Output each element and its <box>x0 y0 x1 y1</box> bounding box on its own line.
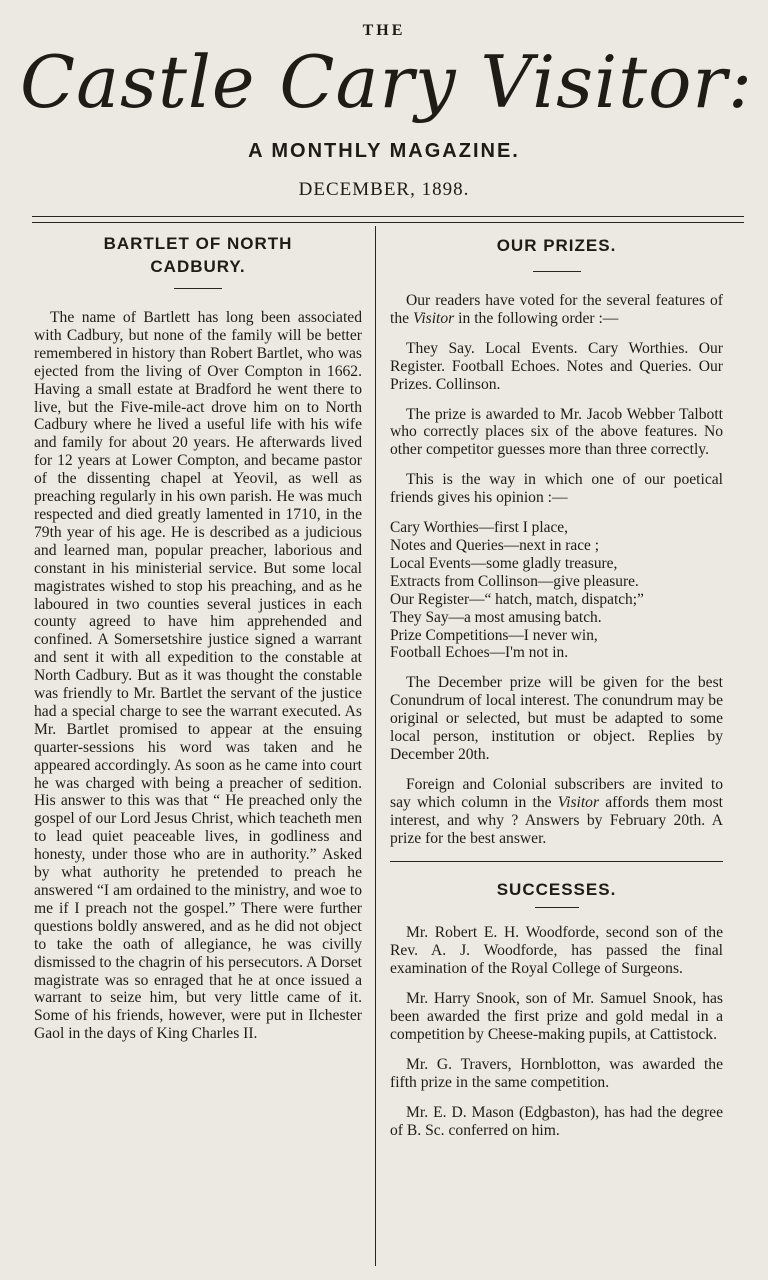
issue-date: DECEMBER, 1898. <box>298 179 470 200</box>
poem-line: Notes and Queries—next in race ; <box>390 536 599 554</box>
prizes-paragraph-4: This is the way in which one of our poetical friends gives his opinion :— <box>390 471 723 507</box>
column-divider <box>375 226 376 1266</box>
success-item: Mr. E. D. Mason (Edgbaston), has had the degree of B. Sc. conferred on him. <box>390 1103 723 1139</box>
prizes-paragraph-1: Our readers have voted for the several features of the Visitor in the following order :— <box>390 292 723 327</box>
masthead-the: THE <box>362 22 406 39</box>
poem <box>390 519 723 662</box>
heading-rule <box>535 907 579 908</box>
prizes-paragraph-3: The prize is awarded to Mr. Jacob Webber Talbott who correctly places six of the above features. No other competitor guesses more than three correctly. <box>390 405 723 459</box>
heading-rule <box>174 288 222 289</box>
right-column <box>390 232 723 1152</box>
masthead-title: Castle Cary Visitor: <box>20 40 754 124</box>
success-item: Mr. Harry Snook, son of Mr. Samuel Snook, has been awarded the first prize and gold medal in a competition by Cheese-making pupils, at Cattistock. <box>390 990 723 1043</box>
masthead-subtitle: A MONTHLY MAGAZINE. <box>248 140 520 162</box>
article-heading-bartlet <box>34 232 362 278</box>
heading-line-2: CADBURY. <box>150 257 246 276</box>
poem-line: Our Register—“ hatch, match, dispatch;” <box>390 590 644 608</box>
poem-line: Prize Competitions—I never win, <box>390 626 598 644</box>
prizes-paragraph-6: Foreign and Colonial subscribers are invited to say which column in the Visitor affords them most interest, and why ? Answers by February 20th. A prize for the best answer. <box>390 775 723 847</box>
article-heading-prizes: OUR PRIZES. <box>496 236 617 255</box>
prizes-paragraph-5: The December prize will be given for the best Conundrum of local interest. The conundrum may be original or selected, but must be adapted to some local person, institution or object. Replies by December 20th. <box>390 674 723 763</box>
poem-line: Cary Worthies—first I place, <box>390 519 568 537</box>
poem-line: Local Events—some gladly treasure, <box>390 554 618 572</box>
article-body-bartlet: The name of Bartlett has long been associated with Cadbury, but none of the family will be better remembered in history than Robert Bartlet, who was ejected from the living of Over Compton in 1662. Having a small estate at Bradford he went there to live, but the Five-mile-act drove him on to North Cadbury where he lived a useful life with his wife and family for about 20 years. He afterwards lived for 12 years at Lower Compton, and became pastor of the dissenting chapel at Yeovil, as well as preaching regularly in his own parish. He was much respected and died greatly lamented in 1710, in the 79th year of his age. He is described as a judicious and learned man, popular preacher, laborious and constant in his ministerial service. But some local magistrates wished to stop his preaching, and as he laboured in two counties several justices in each county agreed to have him apprehended and confined. A Somersetshire justice signed a warrant and sent it with all expedition to the constable at North Cadbury. But as it was thought the constable was friendly to Mr. Bartlet the servant of the justice had a special charge to see the warrant executed. As Mr. Bartlet promised to appear at the ensuing quarter-sessions his word was taken and he appeared accordingly. As soon as he came into court he was charged with being a preacher of sedition. His answer to this was that “ He preached only the gospel of our Lord Jesus Christ, which teacheth men to lead quiet peaceable lives, in godliness and honesty, under those who are in authority.” Asked by what authority he pretended to preach he answered “I am ordained to the ministry, and woe to me if I preach not the gospel.” There were further questions boldly answered, and as he did not object to take the oath of allegiance, he was civilly dismissed to the chagrin of his persecutors. A Dorset magistrate was so enraged that he at once issued a warrant to seize him, but very little came of it. Some of his friends, however, were put in Ilchester Gaol in the days of King Charles II. <box>34 309 362 1043</box>
prizes-paragraph-2: They Say. Local Events. Cary Worthies. Our Register. Football Echoes. Notes and Queries. Our Prizes. Collinson. <box>390 339 723 393</box>
heading-line-1: BARTLET OF NORTH <box>103 234 293 253</box>
success-item: Mr. Robert E. H. Woodforde, second son of the Rev. A. J. Woodforde, has passed the final examination of the Royal College of Surgeons. <box>390 924 723 978</box>
heading-rule <box>533 271 581 272</box>
poem-line: Football Echoes—I'm not in. <box>390 644 569 662</box>
poem-line: Extracts from Collinson—give pleasure. <box>390 572 639 590</box>
poem-line: They Say—a most amusing batch. <box>390 608 602 626</box>
success-item: Mr. G. Travers, Hornblotton, was awarded the fifth prize in the same competition. <box>390 1055 723 1091</box>
masthead-double-rule <box>32 216 744 223</box>
section-rule <box>390 861 723 862</box>
left-column <box>34 232 362 1055</box>
article-heading-successes: SUCCESSES. <box>496 880 617 900</box>
